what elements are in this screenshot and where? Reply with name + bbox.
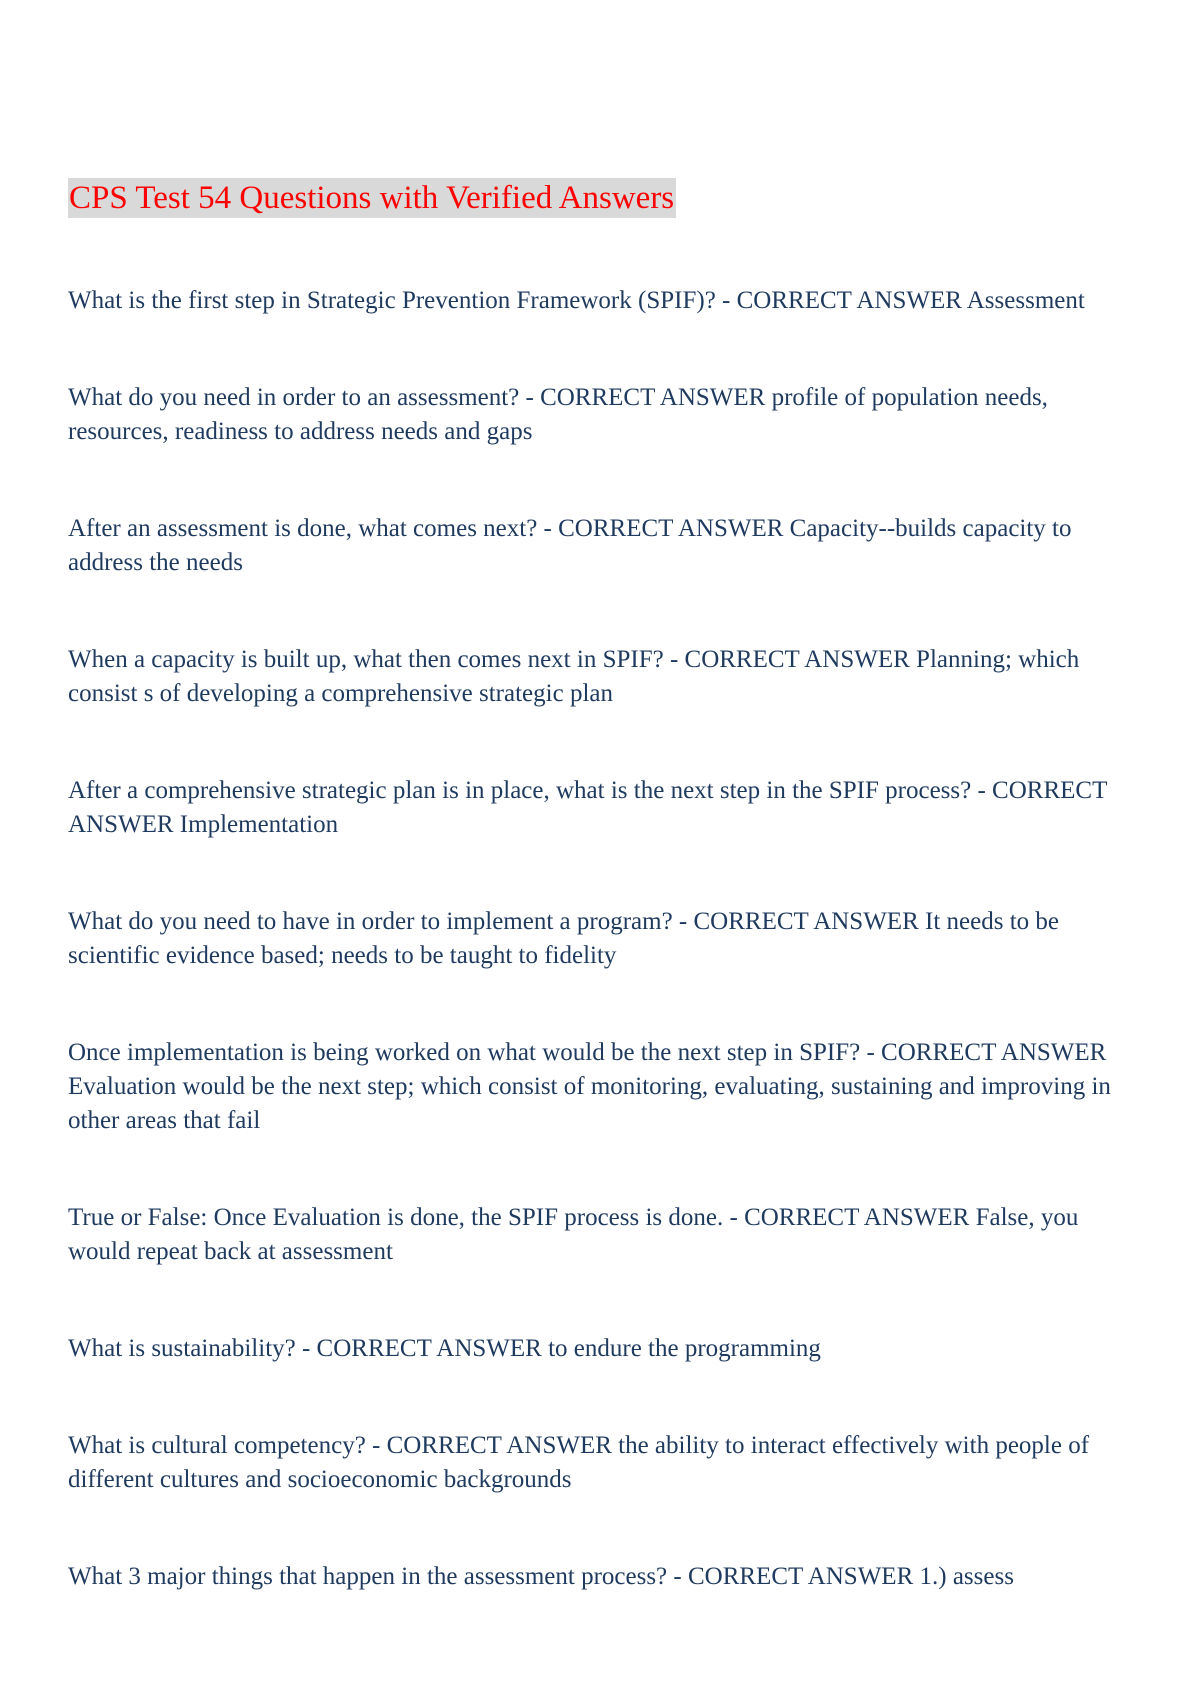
qa-list [68, 284, 1128, 1594]
qa-item: When a capacity is built up, what then comes next in SPIF? - CORRECT ANSWER Planning; which consist s of developing a comprehensive strategic plan [68, 646, 1080, 707]
qa-item: What 3 major things that happen in the assessment process? - CORRECT ANSWER 1.) assess [68, 1563, 1014, 1590]
qa-item: After a comprehensive strategic plan is in place, what is the next step in the SPIF process? - CORRECT ANSWER Implementation [68, 777, 1107, 838]
qa-item: What is the first step in Strategic Prevention Framework (SPIF)? - CORRECT ANSWER Assessment [68, 287, 1085, 314]
qa-item: After an assessment is done, what comes next? - CORRECT ANSWER Capacity--builds capacity to address the needs [68, 515, 1072, 576]
qa-item: What do you need in order to an assessment? - CORRECT ANSWER profile of population needs, resources, readiness to address needs and gaps [68, 384, 1048, 445]
document-title: CPS Test 54 Questions with Verified Answers [69, 180, 675, 216]
qa-item: What is sustainability? - CORRECT ANSWER to endure the programming [68, 1335, 821, 1362]
qa-item: True or False: Once Evaluation is done, the SPIF process is done. - CORRECT ANSWER False, you would repeat back at assessment [68, 1204, 1079, 1265]
qa-item: What do you need to have in order to implement a program? - CORRECT ANSWER It needs to be scientific evidence based; needs to be taught to fidelity [68, 908, 1059, 969]
qa-item: What is cultural competency? - CORRECT ANSWER the ability to interact effectively with people of different cultures and socioeconomic backgrounds [68, 1432, 1090, 1493]
title-block [68, 178, 676, 218]
qa-item: Once implementation is being worked on what would be the next step in SPIF? - CORRECT ANSWER Evaluation would be the next step; which consist of monitoring, evaluating, sustaining and improving in other areas that fail [68, 1039, 1111, 1134]
